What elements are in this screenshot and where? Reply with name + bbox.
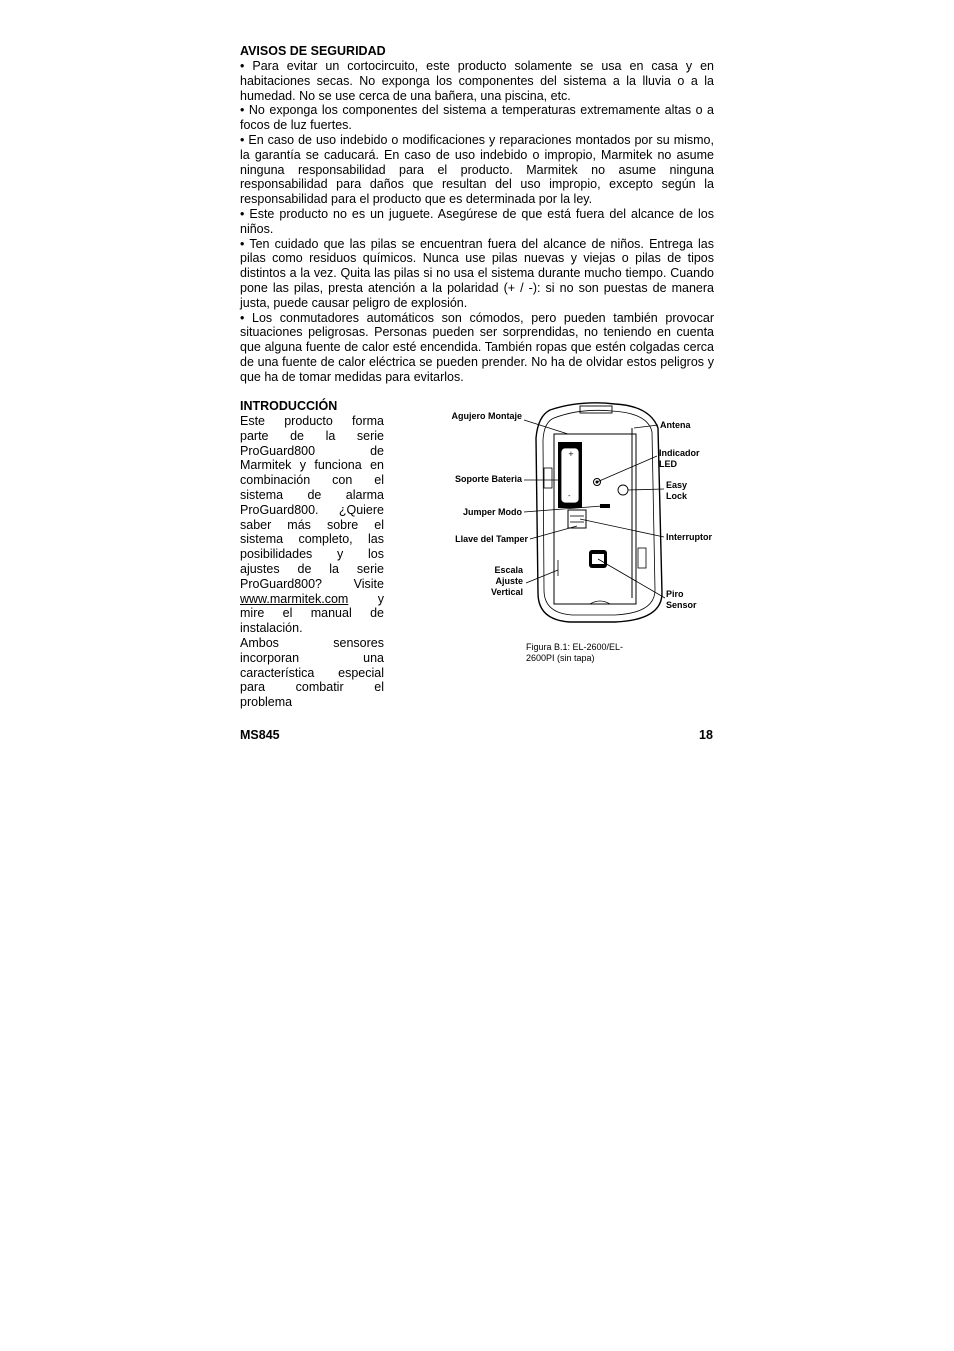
label-interruptor: Interruptor xyxy=(666,532,712,542)
intro-text-before-link: Este producto forma parte de la serie ProGuard800 de Marmitek y funciona en combinación con el sistema de alarma ProGuard800. ¿Quiere saber más sobre el sistema completo, las posibilidades y los ajustes de la serie ProGuard800? Visite xyxy=(240,414,384,591)
label-agujero-montaje: Agujero Montaje xyxy=(451,411,522,421)
intro-paragraph-2: Ambos sensores incorporan una característica especial para combatir el problema xyxy=(240,635,384,710)
label-llave-tamper: Llave del Tamper xyxy=(455,534,528,544)
label-escala-ajuste-vertical: Escala Ajuste Vertical xyxy=(490,565,523,597)
marmitek-link[interactable]: www.marmitek.com xyxy=(240,591,349,606)
intro-text xyxy=(240,414,384,710)
safety-paragraph-1: • Para evitar un cortocircuito, este producto solamente se usa en casa y en habitaciones secas. No exponga los componentes del sistema a la lluvia o a la humedad. No se use cerca de una bañera, una piscina, etc. xyxy=(240,59,714,103)
label-indicador-led: Indicador LED xyxy=(659,448,700,469)
svg-text:+: + xyxy=(568,450,574,458)
safety-paragraph-4: • Este producto no es un juguete. Asegúrese de que está fuera del alcance de los niños. xyxy=(240,206,714,236)
footer-page-number: 18 xyxy=(699,728,713,742)
label-soporte-bateria: Soporte Bateria xyxy=(454,474,522,484)
safety-paragraph-6: • Los conmutadores automáticos son cómodos, pero pueden también provocar situaciones peligrosas. Personas pueden ser sorprendidas, no teniendo en cuenta que alguna fuente de calor esté encendida. También ropas que estén colgadas cerca de una fuente de calor eléctrica se pueden prender. No ha de olvidar estos peligros y que ha de tomar medidas para evitarlos. xyxy=(240,310,714,384)
label-piro-sensor: Piro Sensor xyxy=(666,589,697,610)
safety-heading: AVISOS DE SEGURIDAD xyxy=(240,44,386,58)
svg-text:-: - xyxy=(568,492,571,500)
intro-heading: INTRODUCCIÓN xyxy=(240,399,338,413)
figure-caption: Figura B.1: EL-2600/EL-2600PI (sin tapa) xyxy=(526,642,624,663)
safety-paragraph-5: • Ten cuidado que las pilas se encuentran fuera del alcance de niños. Entrega las pilas como residuos químicos. Nunca use pilas nuevas y viejas o pilas de tipos distintos a la vez. Quita las pilas si no usa el sistema durante mucho tiempo. Cuando pone las pilas, presta atención a la polaridad (+ / -): si no son puestas de manera justa, puede causar peligro de explosión. xyxy=(240,236,714,310)
intro-paragraph-1 xyxy=(240,414,384,636)
safety-paragraph-2: • No exponga los componentes del sistema a temperaturas extremamente altas o a focos de luz fuertes. xyxy=(240,103,714,133)
label-antena: Antena xyxy=(660,420,691,430)
footer-model: MS845 xyxy=(240,728,280,742)
intro-text-after-link: y mire el manual de instalación. xyxy=(240,591,384,636)
device-figure xyxy=(440,398,730,628)
label-easy-lock: Easy Lock xyxy=(666,480,688,501)
label-jumper-modo: Jumper Modo xyxy=(462,507,522,517)
safety-section xyxy=(240,44,714,385)
safety-paragraph-3: • En caso de uso indebido o modificaciones y reparaciones montados por su mismo, la garantía se caducará. En caso de uso indebido o impropio, Marmitek no asume ninguna responsabilidad para el producto. Marmitek no asume ninguna responsabilidad para daños que resultan del uso impropio, excepto según la responsabilidad para el producto que es determinada por la ley. xyxy=(240,132,714,207)
